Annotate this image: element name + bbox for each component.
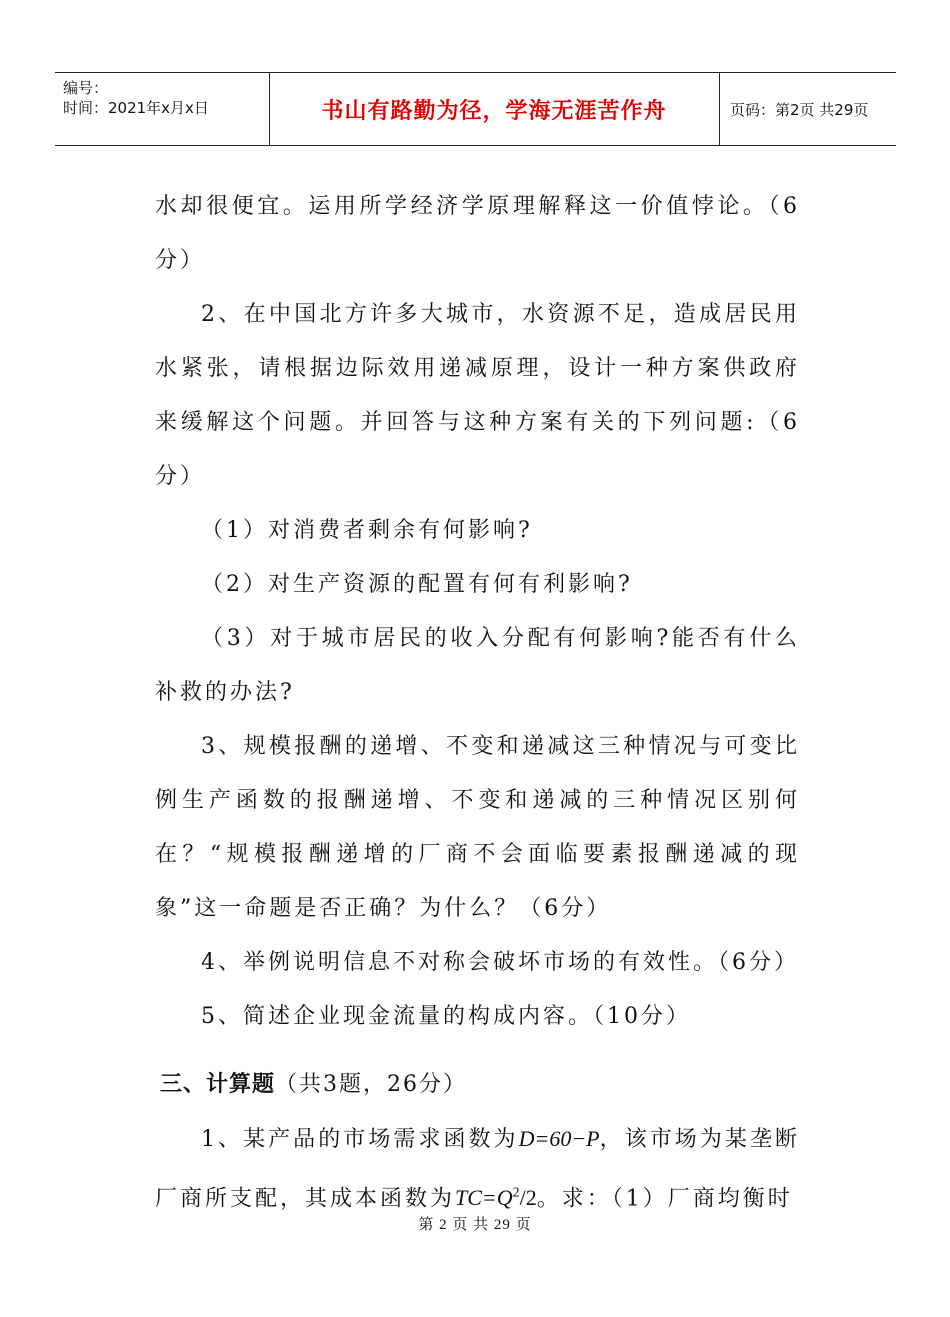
demand-formula: D=60−P [518,1126,600,1151]
section-3-subtitle: （共3题，26分） [275,1072,468,1097]
cost-formula-base: TC=Q [455,1185,513,1211]
motto: 书山有路勤为径，学海无涯苦作舟 [321,98,667,124]
calc1-text-a: 1、某产品的市场需求函数为 [201,1127,519,1152]
header-page-cell [720,73,896,145]
question-2-2: （2）对生产资源的配置有何有利影响? [201,572,633,597]
section-3-heading [160,1058,800,1112]
question-2: 2、在中国北方许多大城市，水资源不足，造成居民用水紧张，请根据边际效用递减原理，设计一种方案供政府来缓解这个问题。并回答与这种方案有关的下列问题:（6分） [155,302,800,489]
header-motto-cell [269,73,720,145]
page-header [55,72,896,146]
cost-formula-exponent: 2 [512,1186,520,1201]
paragraph-continued: 水却很便宜。运用所学经济学原理解释这一价值悖论。（6分） [155,194,800,273]
calc1-text-b: ，该市场为某垄断厂商所支配，其成本函数为 [155,1127,800,1212]
question-3: 3、规模报酬的递增、不变和递减这三种情况与可变比例生产函数的报酬递增、不变和递减的三种情况区别何在？“规模报酬递增的厂商不会面临要素报酬递减的现象”这一命题是否正确？为什么？（6分） [155,734,800,921]
header-info-cell [55,73,270,145]
question-4: 4、举例说明信息不对称会破坏市场的有效性。（6分） [201,950,799,975]
time-label: 时间：2021年x月x日 [63,99,209,117]
page-footer: 第 2 页 共 29 页 [418,1217,532,1233]
question-2-3: （3）对于城市居民的收入分配有何影响?能否有什么补救的办法? [155,626,800,705]
section-3-title: 三、计算题 [160,1072,276,1097]
question-5: 5、简述企业现金流量的构成内容。（10分） [201,1004,691,1029]
cost-formula-tail: /2 [519,1185,537,1211]
cost-formula [455,1185,537,1210]
calc-question-1 [155,1112,800,1226]
calc1-text-c: 。求：（1）厂商均衡时 [536,1186,793,1212]
question-2-1: （1）对消费者剩余有何影响? [201,518,533,543]
page-label: 页码：第2页 共29页 [730,100,869,119]
document-body [155,180,800,1226]
number-label: 编号： [63,79,109,97]
